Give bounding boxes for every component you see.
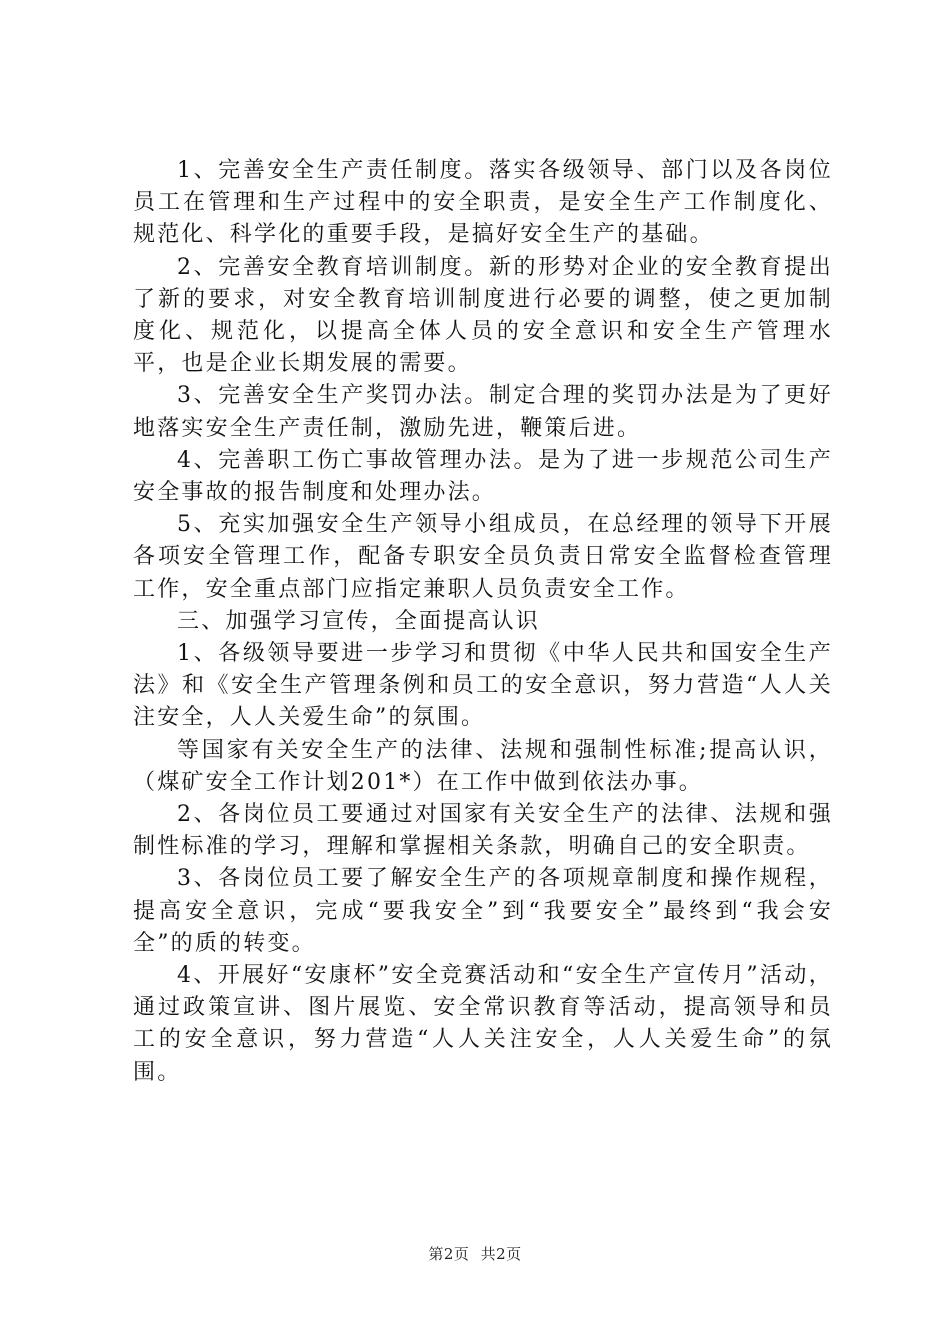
paragraph-1: 1、完善安全生产责任制度。落实各级领导、部门以及各岗位员工在管理和生产过程中的安全职责，是安全生产工作制度化、规范化、科学化的重要手段，是搞好安全生产的基础。 bbox=[133, 158, 833, 248]
paragraph-9: 3、各岗位员工要了解安全生产的各项规章制度和操作规程，提高安全意识，完成“要我安全”到“我要安全”最终到“我会安全”的质的转变。 bbox=[133, 866, 833, 956]
page-number-current: 第2页 bbox=[428, 1245, 470, 1263]
paragraph-3: 3、完善安全生产奖罚办法。制定合理的奖罚办法是为了更好地落实安全生产责任制，激励先进，鞭策后进。 bbox=[133, 383, 833, 441]
paragraph-2: 2、完善安全教育培训制度。新的形势对企业的安全教育提出了新的要求，对安全教育培训制度进行必要的调整，使之更加制度化、规范化，以提高全体人员的安全意识和安全生产管理水平，也是企业长期发展的需要。 bbox=[133, 254, 833, 377]
paragraph-8: 2、各岗位员工要通过对国家有关安全生产的法律、法规和强制性标准的学习，理解和掌握相关条款，明确自己的安全职责。 bbox=[133, 802, 833, 860]
page-footer bbox=[0, 1243, 950, 1264]
paragraph-5: 5、充实加强安全生产领导小组成员，在总经理的领导下开展各项安全管理工作，配备专职安全员负责日常安全监督检查管理工作，安全重点部门应指定兼职人员负责安全工作。 bbox=[133, 512, 833, 602]
paragraph-6: 1、各级领导要进一步学习和贯彻《中华人民共和国安全生产法》和《安全生产管理条例和员工的安全意识，努力营造“人人关注安全，人人关爱生命”的氛围。 bbox=[133, 641, 833, 731]
document-body bbox=[133, 155, 833, 1089]
paragraph-10: 4、开展好“安康杯”安全竞赛活动和“安全生产宣传月”活动，通过政策宣讲、图片展览、安全常识教育等活动，提高领导和员工的安全意识，努力营造“人人关注安全，人人关爱生命”的氛围。 bbox=[133, 963, 833, 1085]
paragraph-7: 等国家有关安全生产的法律、法规和强制性标准;提高认识，（煤矿安全工作计划201*）在工作中做到依法办事。 bbox=[133, 737, 833, 795]
page-number-total: 共2页 bbox=[480, 1245, 522, 1263]
paragraph-4: 4、完善职工伤亡事故管理办法。是为了进一步规范公司生产安全事故的报告制度和处理办法。 bbox=[133, 447, 833, 506]
section-heading: 三、加强学习宣传，全面提高认识 bbox=[177, 608, 541, 634]
